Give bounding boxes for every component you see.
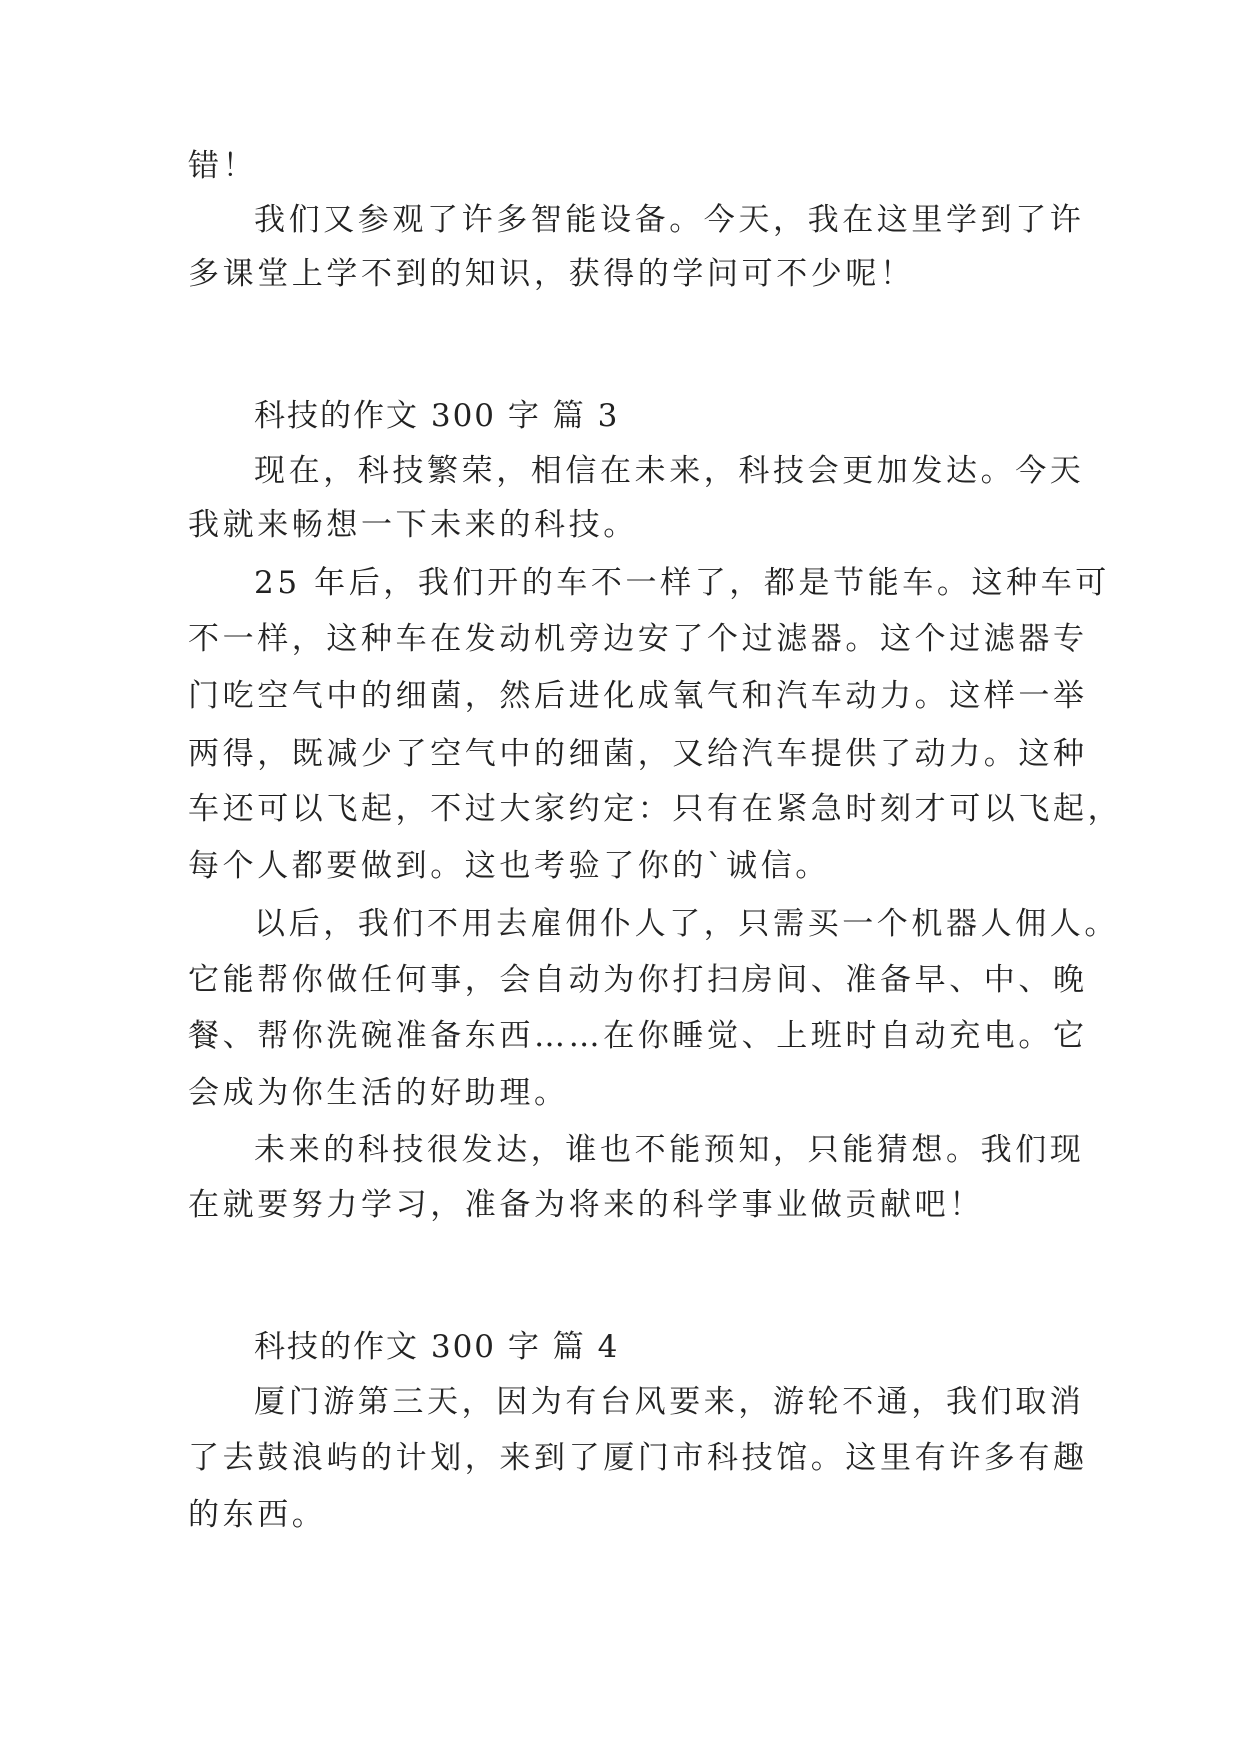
paragraph-line: 未来的科技很发达，谁也不能预知，只能猜想。我们现 xyxy=(254,1132,1085,1168)
paragraph-line: 我就来畅想一下未来的科技。 xyxy=(188,507,638,543)
paragraph-line: 每个人都要做到。这也考验了你的`诚信。 xyxy=(188,848,830,884)
paragraph-line: 车还可以飞起，不过大家约定：只有在紧急时刻才可以飞起， xyxy=(188,791,1123,827)
paragraph-line: 我们又参观了许多智能设备。今天，我在这里学到了许 xyxy=(254,202,1085,238)
paragraph-line: 餐、帮你洗碗准备东西……在你睡觉、上班时自动充电。它 xyxy=(188,1018,1088,1054)
paragraph-line: 现在，科技繁荣，相信在未来，科技会更加发达。今天 xyxy=(254,453,1085,489)
paragraph-line: 会成为你生活的好助理。 xyxy=(188,1075,569,1111)
paragraph-line: 在就要努力学习，准备为将来的科学事业做贡献吧！ xyxy=(188,1187,984,1223)
paragraph-line: 25 年后，我们开的车不一样了，都是节能车。这种车可 xyxy=(254,565,1110,601)
paragraph-line: 两得，既减少了空气中的细菌，又给汽车提供了动力。这种 xyxy=(188,736,1088,772)
paragraph-line: 的东西。 xyxy=(188,1497,327,1533)
paragraph-line: 门吃空气中的细菌，然后进化成氧气和汽车动力。这样一举 xyxy=(188,678,1088,714)
paragraph-line: 厦门游第三天，因为有台风要来，游轮不通，我们取消 xyxy=(254,1384,1085,1420)
paragraph-line: 错！ xyxy=(188,148,258,184)
paragraph-line: 多课堂上学不到的知识，获得的学问可不少呢！ xyxy=(188,256,915,292)
paragraph-line: 不一样，这种车在发动机旁边安了个过滤器。这个过滤器专 xyxy=(188,621,1088,657)
section-heading: 科技的作文 300 字 篇 4 xyxy=(254,1329,620,1365)
paragraph-line: 它能帮你做任何事，会自动为你打扫房间、准备早、中、晚 xyxy=(188,962,1088,998)
paragraph-line: 以后，我们不用去雇佣仆人了，只需买一个机器人佣人。 xyxy=(254,906,1119,942)
section-heading: 科技的作文 300 字 篇 3 xyxy=(254,398,620,434)
paragraph-line: 了去鼓浪屿的计划，来到了厦门市科技馆。这里有许多有趣 xyxy=(188,1440,1088,1476)
